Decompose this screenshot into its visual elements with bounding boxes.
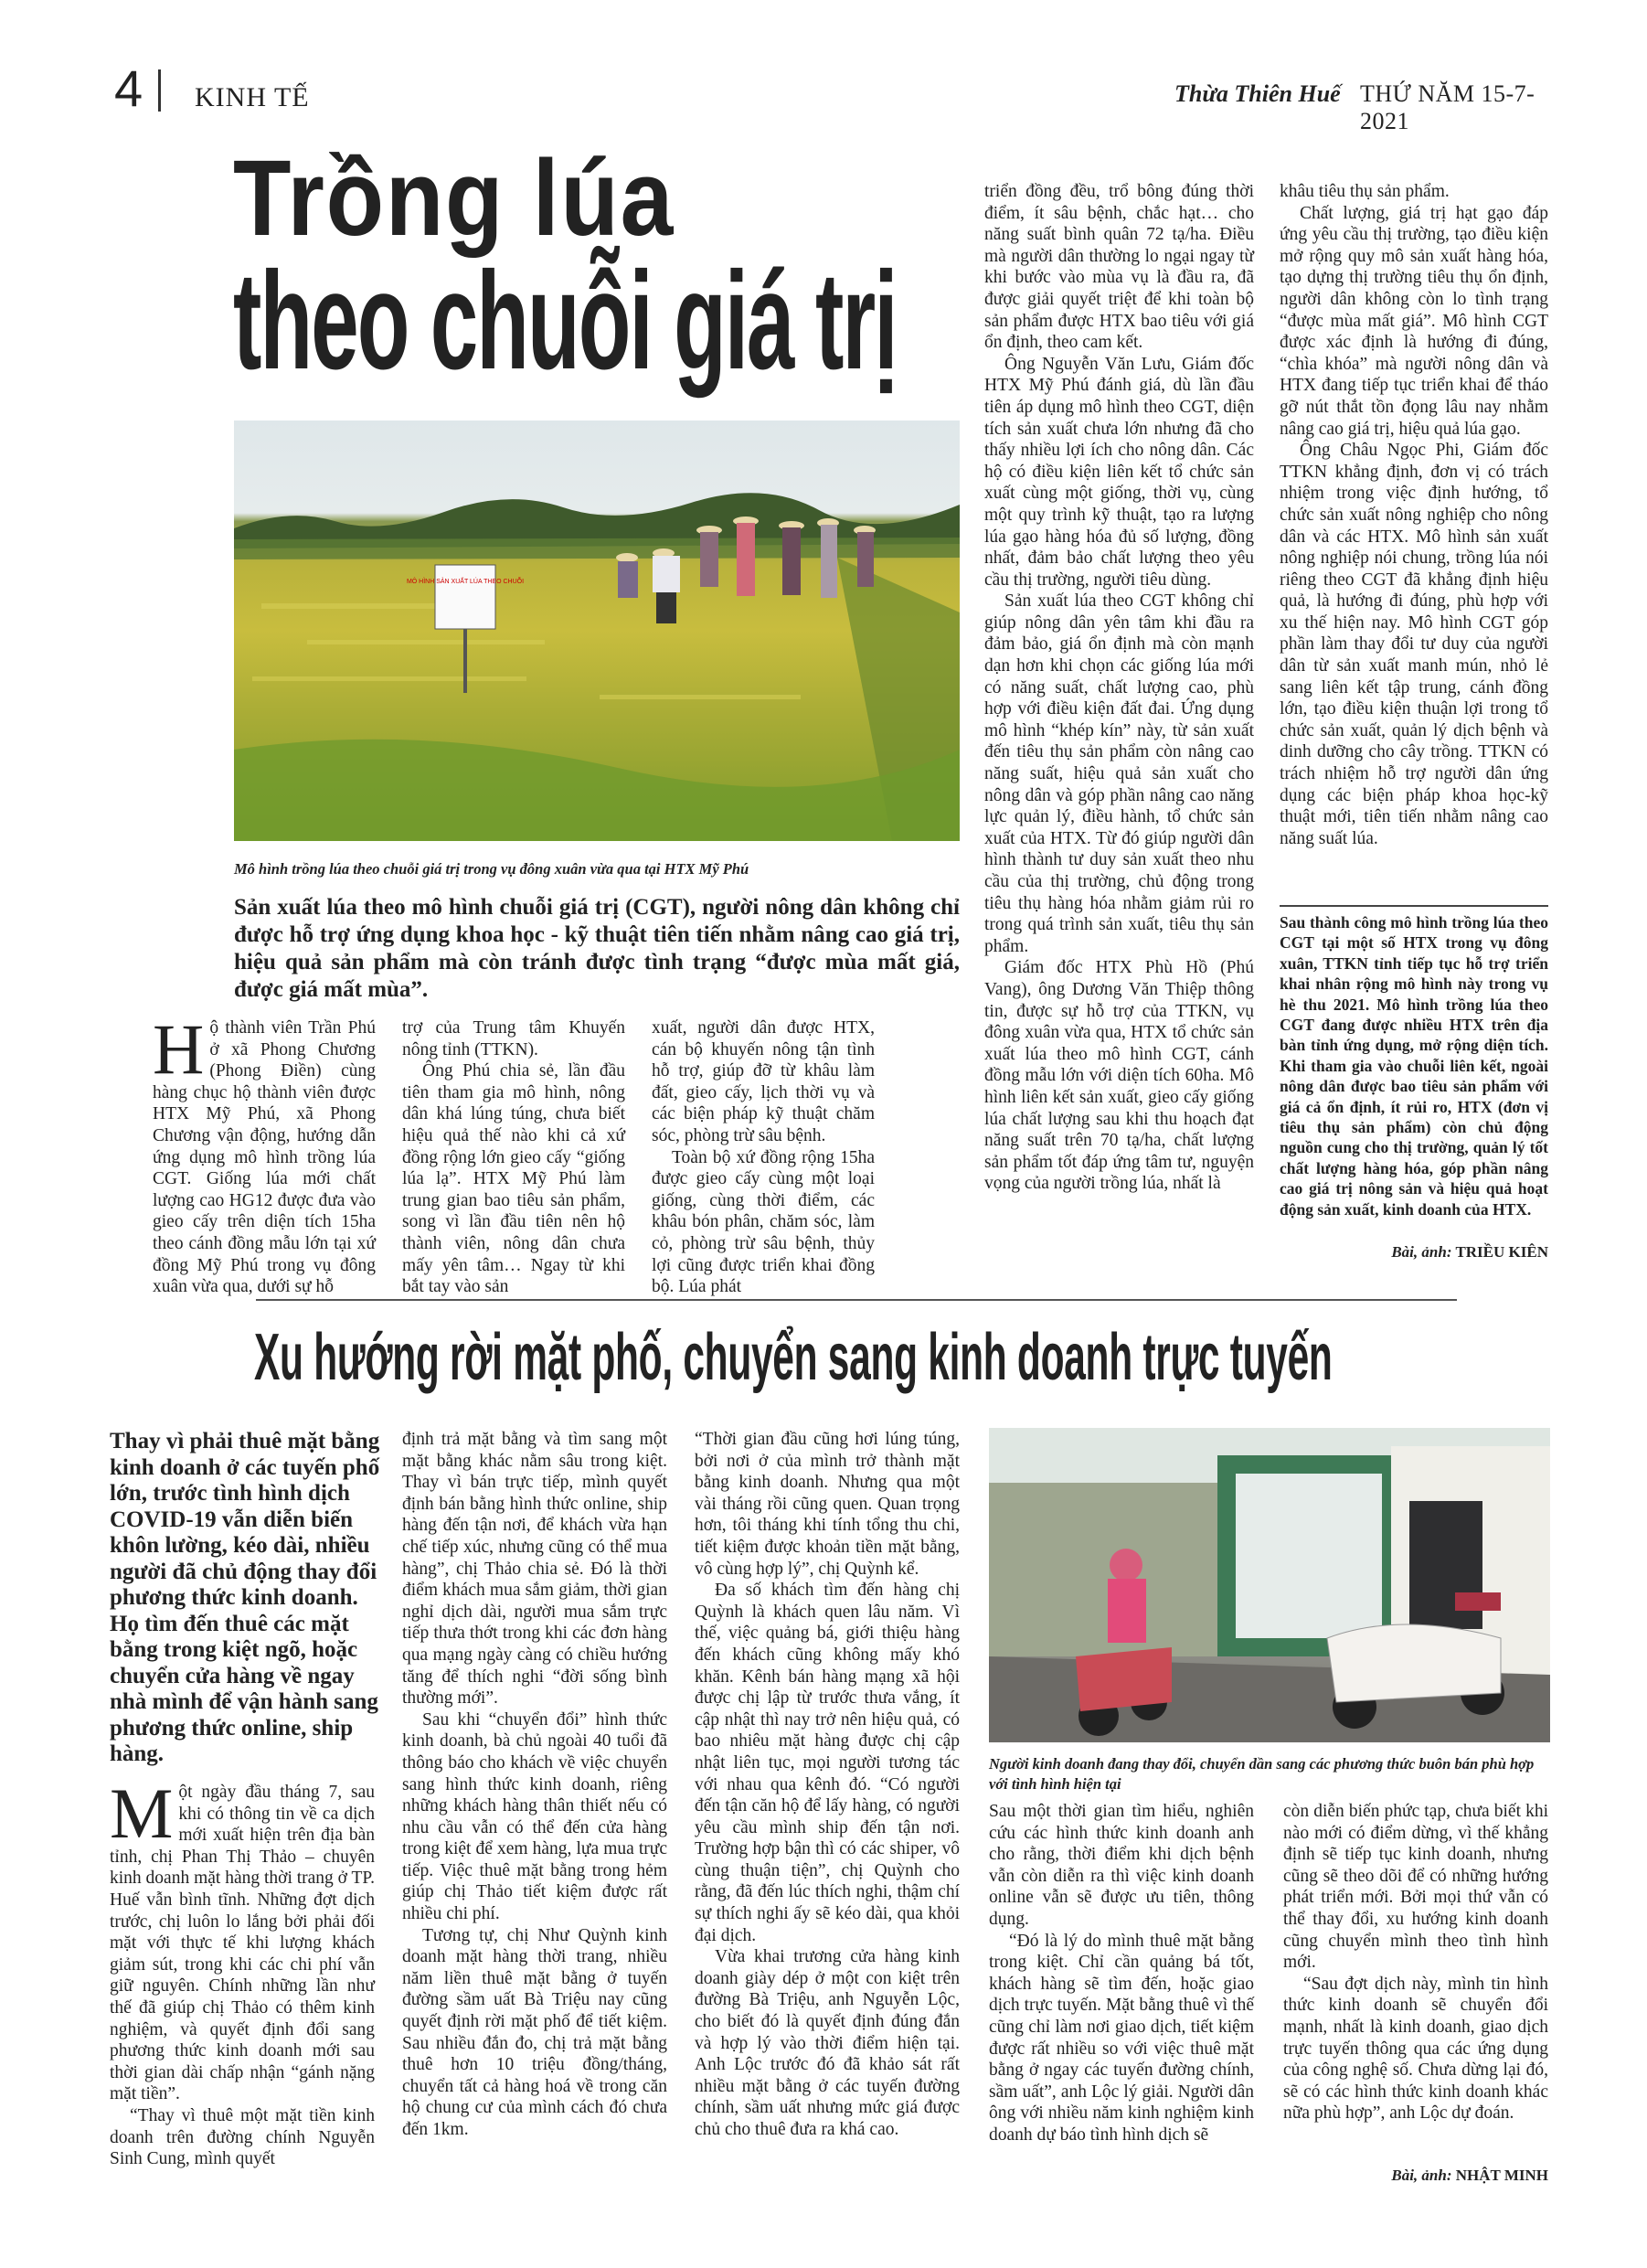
article1-col2-p2: Ông Phú chia sẻ, lần đầu tiên tham gia mô hình, nông dân khá lúng túng, chưa biết hiệu quả thế nào khi cả xứ đồng rộng lớn gieo cấy “giống lúa lạ”. HTX Mỹ Phú làm trung gian bao tiêu sản phẩm, song vì lần đầu tiên nên hộ thành viên, nông dân chưa mấy yên tâm… Ngay từ khi bắt tay vào sản — [402, 1061, 625, 1297]
article1-photo-caption: Mô hình trồng lúa theo chuỗi giá trị trong vụ đông xuân vừa qua tại HTX Mỹ Phú — [234, 860, 749, 878]
issue-date: THỨ NĂM 15-7-2021 — [1360, 80, 1535, 134]
article2-col5-p2: “Sau đợt dịch này, mình tin hình thức kinh doanh sẽ chuyển đổi mạnh, nhất là kinh doanh, giao dịch trực tuyến thông qua các ứng dụng của công nghệ số. Chưa dừng lại đó, sẽ có các hình thức kinh doanh khác nữa phù hợp”, anh Lộc dự đoán. — [1283, 1974, 1548, 2124]
rice-field-photo — [234, 421, 960, 841]
article2-column-5 — [1283, 1801, 1548, 2124]
article2-credit-name: NHẬT MINH — [1455, 2167, 1548, 2184]
article1-lede: Sản xuất lúa theo mô hình chuỗi giá trị (CGT), người nông dân không chỉ được hỗ trợ ứng dụng khoa học - kỹ thuật tiên tiến nhằm nâng cao giá trị, hiệu quả sản phẩm mà còn tránh được tình trạng “được mùa mất giá, được giá mất mùa”. — [234, 895, 960, 1002]
masthead: Thừa Thiên Huế — [1174, 80, 1341, 107]
article1-col4-p4: Giám đốc HTX Phù Hồ (Phú Vang), ông Dương Văn Thiệp thông tin, được sự hỗ trợ của TTKN, vụ đông xuân vừa qua, HTX tổ chức sản xuất lúa theo mô hình CGT, cánh đồng mẫu lớn với diện tích 60ha. Mô hình liên kết sản xuất, gieo cấy giống lúa chất lượng sau khi thu hoạch đạt năng suất trên 70 tạ/ha, chất lượng sản phẩm tốt đáp ứng tâm tư, nguyện vọng của người trồng lúa, nhất là — [984, 958, 1254, 1194]
article1-col4-p1: triển đồng đều, trổ bông đúng thời điểm, ít sâu bệnh, chắc hạt… cho năng suất bình quân 72 tạ/ha. Điều mà người dân thường lo ngại ngay từ khi bước vào mùa vụ là đầu ra, đã được giải quyết triệt để khi toàn bộ sản phẩm được HTX bao tiêu với giá ổn định, theo cam kết. — [984, 182, 1254, 353]
article1-dropcap: H — [153, 1009, 205, 1089]
article2-col4-p1: Sau một thời gian tìm hiểu, nghiên cứu các hình thức kinh doanh anh cho rằng, thời điểm khi dịch bệnh vẫn còn diễn ra thì việc kinh doanh online vẫn sẽ được ưu tiên, thông dụng. — [989, 1802, 1254, 1929]
article1-credit-name: TRIỀU KIÊN — [1455, 1243, 1548, 1261]
article1-col3-p1: xuất, người dân được HTX, cán bộ khuyến nông tận tình hỗ trợ, giúp đỡ từ khâu làm đất, gieo cấy, lịch thời vụ và các biện pháp kỹ thuật chăm sóc, phòng trừ sâu bệnh. — [652, 1018, 875, 1145]
rice-field-illustration — [234, 421, 960, 841]
article1-col5-p2: Chất lượng, giá trị hạt gạo đáp ứng yêu cầu thị trường, tạo điều kiện mở rộng quy mô sản xuất hàng hóa, tạo dựng thị trường tiêu thụ ổn định, người dân không còn lo tình trạng “được mùa mất giá”. Mô hình CGT được xác định là hướng đi đúng, “chìa khóa” mà người nông dân và HTX đang tiếp tục triển khai để tháo gỡ nút thắt tồn đọng lâu nay nhằm nâng cao giá trị, hiệu quả lúa gạo. — [1280, 203, 1548, 439]
article2-col3-p2: Đa số khách tìm đến hàng chị Quỳnh là khách quen lâu năm. Vì thế, việc quảng bá, giới thiệu hàng đến khách cũng không mấy khó khăn. Kênh bán hàng mạng xã hội được chị lập từ trước thưa vắng, ít cập nhật thì nay trở nên hiệu quả, có bao nhiêu mặt hàng được chị cập nhật liên tục, mọi người tương tác với nhau qua kênh đó. “Có người đến tận căn hộ để lấy hàng, có người yêu cầu mình ship đến tận nơi. Trường hợp bận thì có các shiper, vô cùng thuận tiện”, chị Quỳnh cho rằng, đã đến lúc thích nghi, thậm chí sự thích nghi ấy sẽ kéo dài, qua khỏi đại dịch. — [695, 1581, 960, 1945]
section-name: KINH TẾ — [195, 82, 310, 112]
article1-column-5 — [1280, 181, 1548, 849]
article1-col4-p3: Sản xuất lúa theo CGT không chỉ giúp nông dân yên tâm khi đầu ra đảm bảo, giá ổn định mà còn mạnh dạn hơn khi chọn các giống lúa mới có năng suất, chất lượng cao, phù hợp với điều kiện đất đai. Ứng dụng mô hình “khép kín” này, từ sản xuất đến tiêu thụ sản phẩm còn nâng cao năng suất, hiệu quả sản xuất cho nông dân và góp phần nâng cao năng lực quản lý, điều hành, tổ chức sản xuất của HTX. Từ đó giúp người dân hình thành tư duy sản xuất theo nhu cầu của thị trường, chủ động trong tiêu thụ hàng hóa nhằm giảm rủi ro trong quá trình sản xuất, tiêu thụ sản phẩm. — [984, 591, 1254, 956]
article2-dropcap: M — [110, 1773, 174, 1853]
article2-col1-text: ột ngày đầu tháng 7, sau khi có thông tin về ca dịch mới xuất hiện trên địa bàn tỉnh, chị Phan Thị Thảo – chuyên kinh doanh mặt hàng thời trang ở TP. Huế vẫn bình tĩnh. Những đợt dịch trước, chị luôn lo lắng bởi phải đối mặt với thực tế khi lượng khách giảm sút, trong khi các chi phí vẫn giữ nguyên. Chính những lần như thế đã giúp chị Thảo có thêm kinh nghiệm, và quyết định đổi sang phương thức kinh doanh mới sau thời gian dài chấp nhận “gánh nặng mặt tiền”. — [110, 1783, 375, 2104]
article2-col5-p1: còn diễn biến phức tạp, chưa biết khi nào mới có điểm dừng, vì thế khẳng định sẽ tiếp tục kinh doanh, nhưng cũng sẽ theo dõi để có những hướng phát triển mới. Bởi mọi thứ vẫn có thể thay đổi, xu hướng kinh doanh cũng chuyển mình theo tình hình mới. — [1283, 1802, 1548, 1973]
article1-title-line2: theo chuỗi giá trị — [233, 243, 897, 399]
article1-col1-text: ộ thành viên Trần Phú ở xã Phong Chương (Phong Điền) cùng hàng chục hộ thành viên được HTX Mỹ Phú, xã Phong Chương vận động, hướng dẫn ứng dụng mô hình trồng lúa CGT. Giống lúa mới chất lượng cao HG12 được đưa vào gieo cấy trên diện tích 15ha theo cánh đồng mẫu lớn tại xứ đồng Mỹ Phú trong vụ đông xuân vừa qua, dưới sự hỗ — [153, 1018, 376, 1297]
article2-credit — [1283, 2167, 1548, 2185]
street-shop-photo — [989, 1428, 1550, 1742]
article2-col1-p2: “Thay vì thuê một mặt tiền kinh doanh trên đường chính Nguyễn Sinh Cung, mình quyết — [110, 2105, 375, 2169]
article2-column-1 — [110, 1773, 375, 2170]
article1-col2-p1: trợ của Trung tâm Khuyến nông tỉnh (TTKN). — [402, 1018, 625, 1059]
article1-credit — [1280, 1243, 1548, 1262]
article1-col5-p3: Ông Châu Ngọc Phi, Giám đốc TTKN khẳng định, đơn vị có trách nhiệm trong việc định hướng, tổ chức sản xuất nông nghiệp cho nông dân và các HTX. Mô hình sản xuất nông nghiệp nói chung, trồng lúa nói riêng theo CGT đã khẳng định hiệu quả, là hướng đi đúng, phù hợp với xu thế hiện nay. Mô hình CGT góp phần làm thay đổi tư duy của người dân từ sản xuất manh mún, nhỏ lẻ sang liên kết tập trung, cánh đồng lớn, tạo điều kiện thuận lợi trong tổ chức sản xuất, quản lý dịch bệnh và dinh dưỡng cho cây trồng. TTKN có trách nhiệm hỗ trợ người dân ứng dụng các biện pháp khoa học-kỹ thuật mới, tiên tiến nhằm nâng cao năng suất lúa. — [1280, 441, 1548, 848]
article2-column-4 — [989, 1801, 1254, 2146]
article1-column-1 — [153, 1009, 376, 1298]
article2-title: Xu hướng rời mặt phố, chuyển sang kinh doanh trực tuyến — [254, 1321, 1333, 1394]
article1-credit-label: Bài, ảnh: — [1391, 1243, 1452, 1261]
street-shop-illustration — [989, 1428, 1550, 1742]
article2-col2-p3: Tương tự, chị Như Quỳnh kinh doanh mặt hàng thời trang, nhiều năm liền thuê mặt bằng ở tuyến đường sầm uất Bà Triệu nay cũng quyết định rời mặt phố để tiết kiệm. Sau nhiều đắn đo, chị trả mặt bằng thuê hơn 10 triệu đồng/tháng, chuyển tất cả hàng hoá về trong căn hộ chung cư của mình cách đó chưa đến 1km. — [402, 1925, 667, 2139]
article1-column-4 — [984, 181, 1254, 1195]
article1-title-line1: Trồng lúa — [233, 138, 675, 259]
article1-column-2 — [402, 1017, 625, 1298]
header-rule-vertical — [158, 69, 161, 112]
article2-col3-p3: Vừa khai trương cửa hàng kinh doanh giày dép ở một con kiệt trên đường Bà Triệu, anh Nguyễn Lộc, cho biết đó là quyết định đúng đắn và hợp lý vào thời điểm hiện tại. Anh Lộc trước đó đã khảo sát rất nhiều mặt bằng ở các tuyến đường chính, sầm uất nhưng mức giá được chủ cho thuê đưa ra khá cao. — [695, 1947, 960, 2139]
article2-lede: Thay vì phải thuê mặt bằng kinh doanh ở các tuyến phố lớn, trước tình hình dịch COVID-19 vẫn diễn biến khôn lường, kéo dài, nhiều người đã chủ động thay đổi phương thức kinh doanh. Họ tìm đến thuê các mặt bằng trong kiệt ngõ, hoặc chuyển cửa hàng về ngay nhà mình để vận hành sang phương thức online, ship hàng. — [110, 1429, 380, 1766]
article1-column-3 — [652, 1017, 875, 1298]
article2-column-2 — [402, 1429, 667, 2141]
article2-col2-p1: định trả mặt bằng và tìm sang một mặt bằng khác nằm sâu trong kiệt. Thay vì bán trực tiếp, mình quyết định bán bằng hình thức online, ship hàng đến tận nơi, để khách vừa hạn chế tiếp xúc, nhưng cũng có thể mua hàng”, chị Thảo chia sẻ. Đó là thời điểm khách mua sắm giảm, thời gian nghỉ dịch dài, người mua sắm trực tiếp thưa thớt trong khi các đơn hàng qua mạng ngày càng có chiều hướng tăng để thích nghi “đời sống bình thường mới”. — [402, 1430, 667, 1709]
article1-summary-box: Sau thành công mô hình trồng lúa theo CGT tại một số HTX trong vụ đông xuân, TTKN tỉnh tiếp tục hỗ trợ triển khai nhân rộng mô hình này trong vụ hè thu 2021. Mô hình trồng lúa theo CGT đang được nhiều HTX trên địa bàn tỉnh ứng dụng, mở rộng diện tích. Khi tham gia vào chuỗi liên kết, ngoài nông dân được bao tiêu sản phẩm với giá cả ổn định, ít rủi ro, HTX (đơn vị tiêu thụ sản phẩm) còn chủ động nguồn cung cho thị trường, quản lý tốt chất lượng hàng hóa, góp phần nâng cao giá trị nông sản và hiệu quả hoạt động sản xuất, kinh doanh của HTX. — [1280, 913, 1548, 1219]
box-top-rule — [1280, 905, 1548, 907]
page-header — [114, 59, 1558, 134]
field-sign-text: MÔ HÌNH SẢN XUẤT LÚA THEO CHUỖI — [406, 579, 525, 585]
page-number: 4 — [114, 59, 143, 117]
article1-col5-p1: khâu tiêu thụ sản phẩm. — [1280, 182, 1450, 201]
article2-credit-label: Bài, ảnh: — [1391, 2167, 1452, 2184]
article2-col4-p2: “Đó là lý do mình thuê mặt bằng trong kiệt. Chỉ cần quảng bá tốt, khách hàng sẽ tìm đến, hoặc giao dịch trực tuyến. Mặt bằng thuê vì thế cũng chỉ làm nơi giao dịch, tiết kiệm được rất nhiều so với việc thuê mặt bằng ở ngay các tuyến đường chính, sầm uất”, anh Lộc lý giải. Người dân ông với nhiều năm kinh nghiệm kinh doanh dự báo tình hình dịch sẽ — [989, 1931, 1254, 2145]
article2-photo-caption: Người kinh doanh đang thay đổi, chuyển dần sang các phương thức buôn bán phù hợp với tình hình hiện tại — [989, 1755, 1535, 1793]
article-separator — [256, 1299, 1457, 1301]
article1-col3-p2: Toàn bộ xứ đồng rộng 15ha được gieo cấy cùng một loại giống, cùng thời điểm, các khâu bón phân, chăm sóc, làm cỏ, phòng trừ sâu bệnh, thủy lợi cũng được triển khai đồng bộ. Lúa phát — [652, 1147, 875, 1297]
article2-col3-p1: “Thời gian đầu cũng hơi lúng túng, bởi nơi ở của mình trở thành mặt bằng kinh doanh. Nhưng qua một vài tháng rồi cũng quen. Quan trọng hơn, tôi tháng khi tính tổng thu chi, tiết kiệm được khoản tiền mặt bằng, vô cùng hợp lý”, chị Quỳnh kể. — [695, 1430, 960, 1579]
article2-column-3 — [695, 1429, 960, 2141]
article1-col4-p2: Ông Nguyễn Văn Lưu, Giám đốc HTX Mỹ Phú đánh giá, dù lần đầu tiên áp dụng mô hình theo CGT, diện tích sản xuất chưa lớn nhưng đã cho thấy nhiều lợi ích cho nông dân. Các hộ có điều kiện liên kết tổ chức sản xuất cùng một giống, thời vụ, cùng một quy trình kỹ thuật, tạo ra lượng lúa gạo hàng hóa đủ số lượng, đồng nhất, đảm bảo chất lượng theo yêu cầu thị trường, người tiêu dùng. — [984, 354, 1254, 590]
article2-col2-p2: Sau khi “chuyển đổi” hình thức kinh doanh, bà chủ ngoài 40 tuổi đã thông báo cho khách về việc chuyển sang hình thức kinh doanh, riêng những khách hàng thân thiết nếu có nhu cầu vẫn có thể đến cửa hàng trong kiệt để xem hàng, lựa mua trực tiếp. Việc thuê mặt bằng trong hẻm giúp chị Thảo tiết kiệm được rất nhiều chi phí. — [402, 1709, 667, 1924]
